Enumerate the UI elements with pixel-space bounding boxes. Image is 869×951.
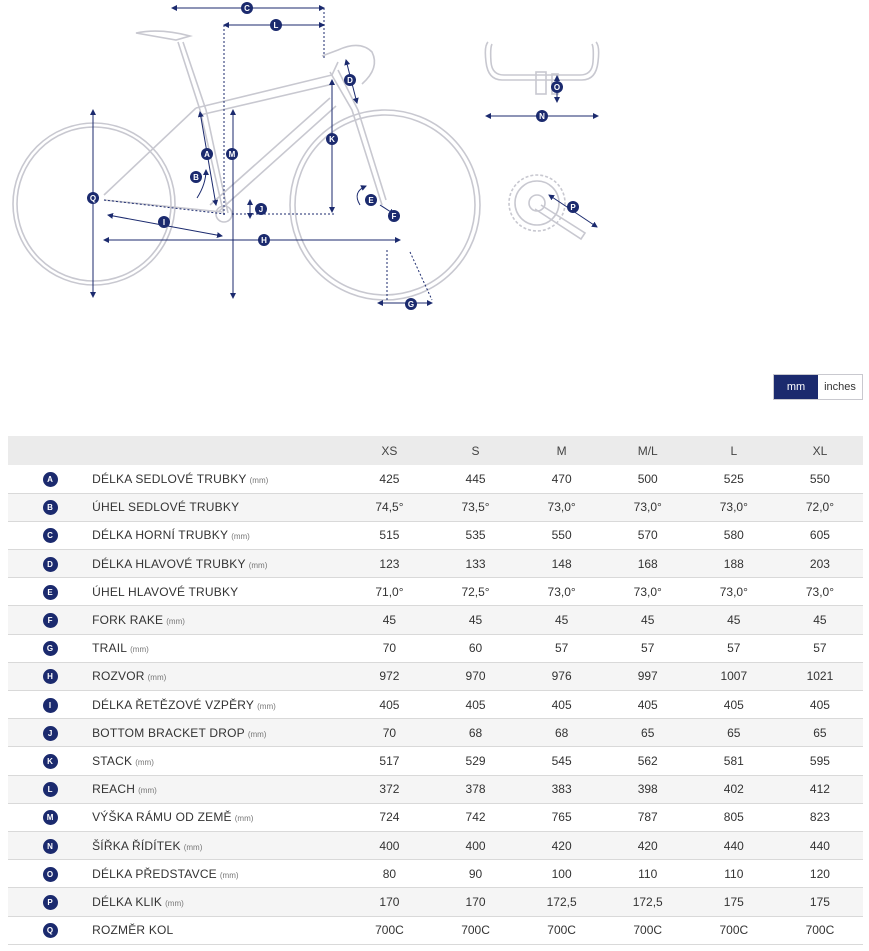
value-cell: 787 xyxy=(605,803,691,831)
svg-text:E: E xyxy=(368,196,374,205)
value-cell: 60 xyxy=(432,634,518,662)
badge-G xyxy=(405,298,417,310)
parameter-name: DÉLKA ŘETĚZOVÉ VZPĚRY xyxy=(92,697,255,712)
parameter-unit: (mm) xyxy=(257,701,276,711)
svg-text:Q: Q xyxy=(89,194,97,203)
handlebar-diagram xyxy=(478,32,608,127)
value-cell: 742 xyxy=(432,803,518,831)
row-letter-badge: L xyxy=(43,782,58,797)
value-cell: 70 xyxy=(346,634,432,662)
value-cell: 405 xyxy=(777,691,863,719)
parameter-unit: (mm) xyxy=(130,645,149,655)
parameter-name: DÉLKA HORNÍ TRUBKY xyxy=(92,528,229,543)
size-header: S xyxy=(432,436,518,465)
table-row xyxy=(8,860,863,888)
table-row xyxy=(8,803,863,831)
parameter-name: REACH xyxy=(92,782,136,797)
table-row xyxy=(8,606,863,634)
value-cell: 120 xyxy=(777,860,863,888)
badge-M xyxy=(226,148,238,160)
value-cell: 405 xyxy=(346,691,432,719)
geometry-table xyxy=(8,436,863,945)
value-cell: 700C xyxy=(605,916,691,944)
row-letter-badge: A xyxy=(43,472,58,487)
badge-P xyxy=(567,201,579,213)
value-cell: 1021 xyxy=(777,662,863,690)
value-cell: 570 xyxy=(605,521,691,549)
value-cell: 45 xyxy=(432,606,518,634)
bike-geometry-diagram xyxy=(0,0,490,320)
svg-text:A: A xyxy=(204,150,210,159)
parameter-name: STACK xyxy=(92,753,133,768)
row-letter-badge: J xyxy=(43,726,58,741)
value-cell: 400 xyxy=(346,831,432,859)
value-cell: 525 xyxy=(691,465,777,493)
value-cell: 74,5° xyxy=(346,493,432,521)
value-cell: 997 xyxy=(605,662,691,690)
svg-text:D: D xyxy=(347,76,353,85)
value-cell: 65 xyxy=(691,719,777,747)
badge-H xyxy=(258,234,270,246)
value-cell: 168 xyxy=(605,550,691,578)
table-row xyxy=(8,719,863,747)
svg-text:B: B xyxy=(193,173,199,182)
table-row xyxy=(8,691,863,719)
value-cell: 148 xyxy=(519,550,605,578)
value-cell: 57 xyxy=(519,634,605,662)
value-cell: 172,5 xyxy=(519,888,605,916)
unit-inches-button[interactable]: inches xyxy=(818,375,862,399)
row-letter-badge: H xyxy=(43,669,58,684)
bike-frame-outline xyxy=(13,31,480,300)
value-cell: 45 xyxy=(605,606,691,634)
parameter-name: DÉLKA PŘEDSTAVCE xyxy=(92,866,217,881)
value-cell: 70 xyxy=(346,719,432,747)
table-row xyxy=(8,747,863,775)
unit-mm-button[interactable]: mm xyxy=(774,375,818,399)
value-cell: 73,0° xyxy=(691,578,777,606)
row-letter-badge: N xyxy=(43,839,58,854)
badge-A xyxy=(201,148,213,160)
parameter-name: FORK RAKE xyxy=(92,613,164,628)
parameter-name: BOTTOM BRACKET DROP xyxy=(92,725,245,740)
value-cell: 535 xyxy=(432,521,518,549)
badge-L xyxy=(270,19,282,31)
row-letter-badge: D xyxy=(43,557,58,572)
value-cell: 73,0° xyxy=(519,578,605,606)
table-row xyxy=(8,521,863,549)
svg-text:N: N xyxy=(539,112,545,121)
value-cell: 1007 xyxy=(691,662,777,690)
value-cell: 73,0° xyxy=(605,578,691,606)
value-cell: 420 xyxy=(519,831,605,859)
parameter-name: VÝŠKA RÁMU OD ZEMĚ xyxy=(92,810,232,825)
crank-diagram xyxy=(505,165,605,245)
value-cell: 545 xyxy=(519,747,605,775)
svg-text:G: G xyxy=(407,300,415,309)
size-header: M xyxy=(519,436,605,465)
value-cell: 398 xyxy=(605,775,691,803)
table-row xyxy=(8,916,863,944)
table-row xyxy=(8,662,863,690)
value-cell: 68 xyxy=(432,719,518,747)
value-cell: 823 xyxy=(777,803,863,831)
value-cell: 172,5 xyxy=(605,888,691,916)
parameter-unit: (mm) xyxy=(165,898,184,908)
table-header-row xyxy=(8,436,863,465)
value-cell: 73,0° xyxy=(605,493,691,521)
value-cell: 405 xyxy=(432,691,518,719)
value-cell: 72,0° xyxy=(777,493,863,521)
value-cell: 65 xyxy=(777,719,863,747)
badge-Q xyxy=(87,192,99,204)
value-cell: 133 xyxy=(432,550,518,578)
row-letter-badge: E xyxy=(43,585,58,600)
value-cell: 378 xyxy=(432,775,518,803)
value-cell: 123 xyxy=(346,550,432,578)
value-cell: 68 xyxy=(519,719,605,747)
size-header: XS xyxy=(346,436,432,465)
value-cell: 57 xyxy=(605,634,691,662)
badge-O xyxy=(551,81,563,93)
value-cell: 110 xyxy=(605,860,691,888)
value-cell: 412 xyxy=(777,775,863,803)
parameter-name: DÉLKA HLAVOVÉ TRUBKY xyxy=(92,556,246,571)
svg-text:P: P xyxy=(570,203,576,212)
value-cell: 175 xyxy=(691,888,777,916)
value-cell: 529 xyxy=(432,747,518,775)
svg-text:L: L xyxy=(273,21,279,30)
svg-text:M: M xyxy=(228,150,236,159)
value-cell: 203 xyxy=(777,550,863,578)
badge-N xyxy=(536,110,548,122)
parameter-unit: (mm) xyxy=(249,475,269,485)
svg-text:K: K xyxy=(329,135,335,144)
value-cell: 700C xyxy=(346,916,432,944)
value-cell: 170 xyxy=(432,888,518,916)
value-cell: 517 xyxy=(346,747,432,775)
row-letter-badge: I xyxy=(43,698,58,713)
value-cell: 605 xyxy=(777,521,863,549)
value-cell: 65 xyxy=(605,719,691,747)
badge-C xyxy=(241,2,253,14)
parameter-unit: (mm) xyxy=(135,757,154,767)
value-cell: 45 xyxy=(691,606,777,634)
table-row xyxy=(8,888,863,916)
value-cell: 405 xyxy=(519,691,605,719)
value-cell: 700C xyxy=(691,916,777,944)
parameter-name: ROZVOR xyxy=(92,669,145,684)
row-letter-badge: K xyxy=(43,754,58,769)
value-cell: 562 xyxy=(605,747,691,775)
value-cell: 470 xyxy=(519,465,605,493)
badge-J xyxy=(255,203,267,215)
value-cell: 515 xyxy=(346,521,432,549)
value-cell: 73,0° xyxy=(519,493,605,521)
parameter-unit: (mm) xyxy=(166,617,185,627)
value-cell: 595 xyxy=(777,747,863,775)
row-letter-badge: C xyxy=(43,528,58,543)
value-cell: 45 xyxy=(777,606,863,634)
value-cell: 402 xyxy=(691,775,777,803)
parameter-name: DÉLKA KLIK xyxy=(92,894,163,909)
svg-text:F: F xyxy=(391,212,397,221)
table-row xyxy=(8,493,863,521)
row-letter-badge: M xyxy=(43,810,58,825)
parameter-unit: (mm) xyxy=(219,870,239,880)
value-cell: 550 xyxy=(777,465,863,493)
value-cell: 188 xyxy=(691,550,777,578)
value-cell: 440 xyxy=(691,831,777,859)
badge-I xyxy=(158,216,170,228)
value-cell: 970 xyxy=(432,662,518,690)
parameter-unit: (mm) xyxy=(234,814,254,824)
value-cell: 90 xyxy=(432,860,518,888)
row-letter-badge: P xyxy=(43,895,58,910)
value-cell: 73,0° xyxy=(777,578,863,606)
parameter-name: TRAIL xyxy=(92,641,128,656)
svg-text:O: O xyxy=(553,83,561,92)
row-letter-badge: F xyxy=(43,613,58,628)
value-cell: 72,5° xyxy=(432,578,518,606)
parameter-name: ÚHEL SEDLOVÉ TRUBKY xyxy=(92,500,240,515)
badge-B xyxy=(190,171,202,183)
value-cell: 445 xyxy=(432,465,518,493)
value-cell: 550 xyxy=(519,521,605,549)
badge-E xyxy=(365,194,377,206)
parameter-unit: (mm) xyxy=(247,729,267,739)
value-cell: 580 xyxy=(691,521,777,549)
parameter-name: ÚHEL HLAVOVÉ TRUBKY xyxy=(92,584,239,599)
value-cell: 71,0° xyxy=(346,578,432,606)
value-cell: 170 xyxy=(346,888,432,916)
parameter-unit: (mm) xyxy=(147,673,167,683)
value-cell: 383 xyxy=(519,775,605,803)
value-cell: 700C xyxy=(519,916,605,944)
value-cell: 420 xyxy=(605,831,691,859)
size-header: M/L xyxy=(605,436,691,465)
parameter-unit: (mm) xyxy=(138,786,157,796)
value-cell: 581 xyxy=(691,747,777,775)
row-letter-badge: B xyxy=(43,500,58,515)
badge-D xyxy=(344,74,356,86)
svg-text:H: H xyxy=(261,236,267,245)
size-header: L xyxy=(691,436,777,465)
svg-text:J: J xyxy=(258,205,264,214)
value-cell: 45 xyxy=(346,606,432,634)
parameter-name: ŠÍŘKA ŘÍDÍTEK xyxy=(92,838,181,853)
table-row xyxy=(8,831,863,859)
parameter-name: ROZMĚR KOL xyxy=(92,923,174,938)
value-cell: 700C xyxy=(777,916,863,944)
value-cell: 405 xyxy=(691,691,777,719)
value-cell: 400 xyxy=(432,831,518,859)
value-cell: 500 xyxy=(605,465,691,493)
value-cell: 57 xyxy=(691,634,777,662)
value-cell: 700C xyxy=(432,916,518,944)
row-letter-badge: Q xyxy=(43,923,58,938)
value-cell: 425 xyxy=(346,465,432,493)
table-row xyxy=(8,465,863,493)
row-letter-badge: O xyxy=(43,867,58,882)
value-cell: 80 xyxy=(346,860,432,888)
row-letter-badge: G xyxy=(43,641,58,656)
table-row xyxy=(8,550,863,578)
value-cell: 976 xyxy=(519,662,605,690)
value-cell: 57 xyxy=(777,634,863,662)
value-cell: 45 xyxy=(519,606,605,634)
value-cell: 100 xyxy=(519,860,605,888)
parameter-unit: (mm) xyxy=(248,560,268,570)
value-cell: 805 xyxy=(691,803,777,831)
dimension-lines xyxy=(93,8,432,303)
value-cell: 405 xyxy=(605,691,691,719)
svg-text:I: I xyxy=(162,218,166,227)
badge-K xyxy=(326,133,338,145)
value-cell: 440 xyxy=(777,831,863,859)
size-header: XL xyxy=(777,436,863,465)
value-cell: 765 xyxy=(519,803,605,831)
value-cell: 175 xyxy=(777,888,863,916)
parameter-unit: (mm) xyxy=(183,842,203,852)
value-cell: 110 xyxy=(691,860,777,888)
table-row xyxy=(8,578,863,606)
parameter-name: DÉLKA SEDLOVÉ TRUBKY xyxy=(92,471,247,486)
value-cell: 724 xyxy=(346,803,432,831)
value-cell: 372 xyxy=(346,775,432,803)
value-cell: 73,5° xyxy=(432,493,518,521)
svg-text:C: C xyxy=(244,4,250,13)
table-row xyxy=(8,775,863,803)
table-row xyxy=(8,634,863,662)
value-cell: 972 xyxy=(346,662,432,690)
badge-F xyxy=(388,210,400,222)
parameter-unit: (mm) xyxy=(231,532,250,542)
unit-toggle xyxy=(773,374,863,400)
value-cell: 73,0° xyxy=(691,493,777,521)
